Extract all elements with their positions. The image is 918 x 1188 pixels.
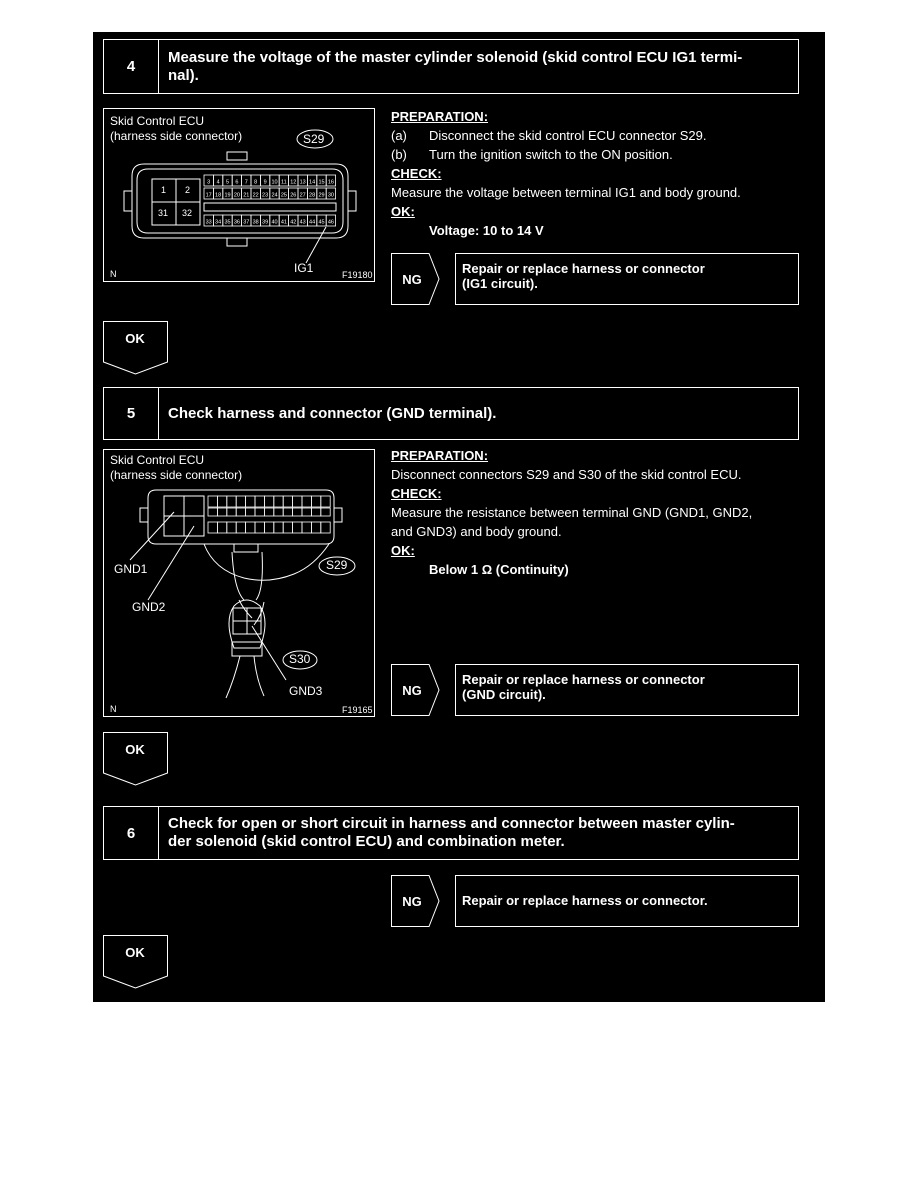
terminal-label-gnd3: GND3 (289, 684, 323, 698)
pin-cell (236, 522, 245, 533)
pin-number: 27 (299, 192, 306, 199)
ok-badge-step-4 (103, 321, 169, 375)
pin-cell (321, 508, 330, 516)
pin-cell (208, 496, 217, 507)
preparation-item: (b) Turn the ignition switch to the ON position. (391, 147, 673, 162)
check-heading: CHECK: (391, 166, 442, 181)
pin-number: 44 (309, 219, 316, 226)
figure-corner-mark: N (110, 704, 117, 714)
figure-caption-sub: (harness side connector) (110, 129, 243, 143)
pin-number: 13 (299, 179, 306, 186)
pin-cell (293, 496, 302, 507)
pin-cell (311, 522, 320, 533)
pin-number: 23 (262, 192, 269, 199)
pin-number: 10 (271, 179, 278, 186)
connector-label-s30: S30 (289, 652, 311, 666)
preparation-heading: PREPARATION: (391, 448, 489, 463)
pin-cell (208, 522, 217, 533)
pin-cell (255, 496, 264, 507)
preparation-item: (a) Disconnect the skid control ECU connector S29. (391, 128, 707, 143)
pin-number: 8 (254, 179, 258, 186)
pin-label-1: 1 (161, 185, 167, 195)
pin-cell (217, 522, 226, 533)
pin-cell (264, 508, 273, 516)
step-title: Measure the voltage of the master cylinder solenoid (skid control ECU IG1 termi- nal). (168, 48, 743, 84)
pin-number: 21 (243, 192, 250, 199)
step-4-header (103, 39, 799, 94)
figure-ecu-connectors-gnd (103, 449, 375, 717)
pin-number: 33 (205, 219, 212, 226)
step-title: Check harness and connector (GND terminal). (168, 404, 497, 422)
pin-number: 11 (281, 179, 287, 186)
ok-value: Voltage: 10 to 14 V (429, 223, 544, 238)
step-number: 5 (104, 388, 159, 439)
pin-number: 22 (252, 192, 259, 199)
step-number: 6 (104, 807, 159, 859)
pin-number: 15 (318, 179, 325, 186)
procedure-panel (93, 32, 825, 1002)
pin-number: 46 (327, 219, 334, 226)
pin-number: 42 (290, 219, 297, 226)
ng-result-step-6 (391, 875, 799, 927)
pin-cell (236, 508, 245, 516)
check-text-cont: and GND3) and body ground. (391, 524, 562, 539)
pin-cell (227, 522, 236, 533)
pin-number: 20 (233, 192, 240, 199)
pin-cell (217, 508, 226, 516)
figure-caption: Skid Control ECU (110, 114, 205, 128)
terminal-label-ig1: IG1 (294, 261, 314, 275)
pin-cell (208, 508, 217, 516)
figure-caption: Skid Control ECU (110, 453, 205, 467)
ng-label: NG (402, 682, 422, 698)
pin-cell (274, 522, 283, 533)
terminal-label-gnd2: GND2 (132, 600, 166, 614)
ng-label: NG (402, 271, 422, 287)
ok-heading: OK: (391, 204, 415, 219)
pin-number: 28 (309, 192, 316, 199)
ok-heading: OK: (391, 543, 415, 558)
step-4-instructions (391, 107, 811, 240)
ng-result-step-5 (391, 664, 799, 716)
pin-cell (311, 508, 320, 516)
pin-cell (293, 508, 302, 516)
pin-cell (246, 508, 255, 516)
step-5-header (103, 387, 799, 440)
figure-ecu-connector-s29 (103, 108, 375, 282)
pin-cell (321, 522, 330, 533)
check-text: Measure the voltage between terminal IG1 and body ground. (391, 185, 741, 200)
pin-number: 34 (215, 219, 222, 226)
pin-cell (302, 522, 311, 533)
ok-label: OK (125, 331, 145, 346)
pin-number: 29 (318, 192, 325, 199)
connector-label-s29: S29 (326, 558, 348, 572)
pin-cell (274, 496, 283, 507)
ng-action: Repair or replace harness or connector (IG1 circuit). (455, 253, 799, 305)
pin-cell (293, 522, 302, 533)
ok-arrow-icon (103, 935, 169, 989)
pin-cell (255, 522, 264, 533)
step-number: 4 (104, 40, 159, 93)
pin-number: 39 (262, 219, 269, 226)
pin-cell (227, 496, 236, 507)
pin-cell (236, 496, 245, 507)
pin-cell (264, 522, 273, 533)
figure-id: F19165 (342, 705, 373, 715)
pin-number: 18 (215, 192, 222, 199)
pin-number: 19 (224, 192, 231, 199)
ng-result-step-4 (391, 253, 799, 305)
ok-badge-step-6 (103, 935, 169, 989)
pin-cell (274, 508, 283, 516)
ok-value: Below 1 Ω (Continuity) (429, 562, 569, 577)
pin-number: 9 (263, 179, 267, 186)
pin-number: 17 (205, 192, 212, 199)
pin-number: 5 (225, 179, 230, 186)
pin-number: 35 (224, 219, 231, 226)
terminal-label-gnd1: GND1 (114, 562, 148, 576)
preparation-text: Disconnect connectors S29 and S30 of the skid control ECU. (391, 467, 742, 482)
pin-label-2: 2 (185, 185, 191, 195)
pin-number: 25 (280, 192, 287, 199)
ok-label: OK (125, 742, 145, 757)
pin-number: 41 (280, 219, 287, 226)
pin-cell (321, 496, 330, 507)
pin-number: 36 (233, 219, 240, 226)
check-text: Measure the resistance between terminal GND (GND1, GND2, (391, 505, 753, 520)
figure-caption-sub: (harness side connector) (110, 468, 243, 482)
connector-label-s29: S29 (303, 132, 325, 146)
ok-arrow-icon (103, 732, 169, 786)
pin-cell (283, 522, 292, 533)
pin-cell (227, 508, 236, 516)
ng-action: Repair or replace harness or connector (GND circuit). (455, 664, 799, 716)
pin-number: 14 (309, 179, 316, 186)
pin-number: 37 (243, 219, 250, 226)
pin-cell (283, 508, 292, 516)
pin-cell (246, 522, 255, 533)
pin-cell (217, 496, 226, 507)
pin-cell (255, 508, 264, 516)
pin-label-31: 31 (158, 208, 169, 218)
pin-cell (302, 496, 311, 507)
step-5-instructions (391, 446, 811, 579)
check-heading: CHECK: (391, 486, 442, 501)
pin-number: 4 (216, 179, 220, 186)
pin-number: 24 (271, 192, 278, 199)
pin-grid (204, 175, 336, 226)
pin-number: 3 (207, 179, 211, 186)
pin-label-32: 32 (182, 208, 193, 218)
pin-number: 40 (271, 219, 278, 226)
figure-id: F19180 (342, 270, 373, 280)
pin-cell (246, 496, 255, 507)
step-title: Check for open or short circuit in harness and connector between master cylin- der solenoid (skid control ECU) and combination meter. (168, 815, 735, 850)
pin-number: 43 (299, 219, 306, 226)
pin-number: 6 (235, 179, 239, 186)
ok-badge-step-5 (103, 732, 169, 786)
ok-label: OK (125, 945, 145, 960)
pin-number: 7 (244, 179, 248, 186)
pin-cell (302, 508, 311, 516)
pin-number: 30 (327, 192, 334, 199)
pin-cell (311, 496, 320, 507)
step-6-header (103, 806, 799, 860)
pin-number: 26 (290, 192, 297, 199)
gnd-connectors-diagram (104, 450, 376, 718)
ng-label: NG (402, 893, 422, 909)
pin-number: 38 (252, 219, 259, 226)
pin-number: 16 (327, 179, 334, 186)
pin-number: 45 (318, 219, 325, 226)
pin-cell (264, 496, 273, 507)
pin-cell (283, 496, 292, 507)
ng-action: Repair or replace harness or connector. (455, 875, 799, 927)
connector-s29-diagram (104, 109, 376, 283)
ok-arrow-icon (103, 321, 169, 375)
figure-corner-mark: N (110, 269, 117, 279)
preparation-heading: PREPARATION: (391, 109, 489, 124)
pin-number: 12 (290, 179, 297, 186)
